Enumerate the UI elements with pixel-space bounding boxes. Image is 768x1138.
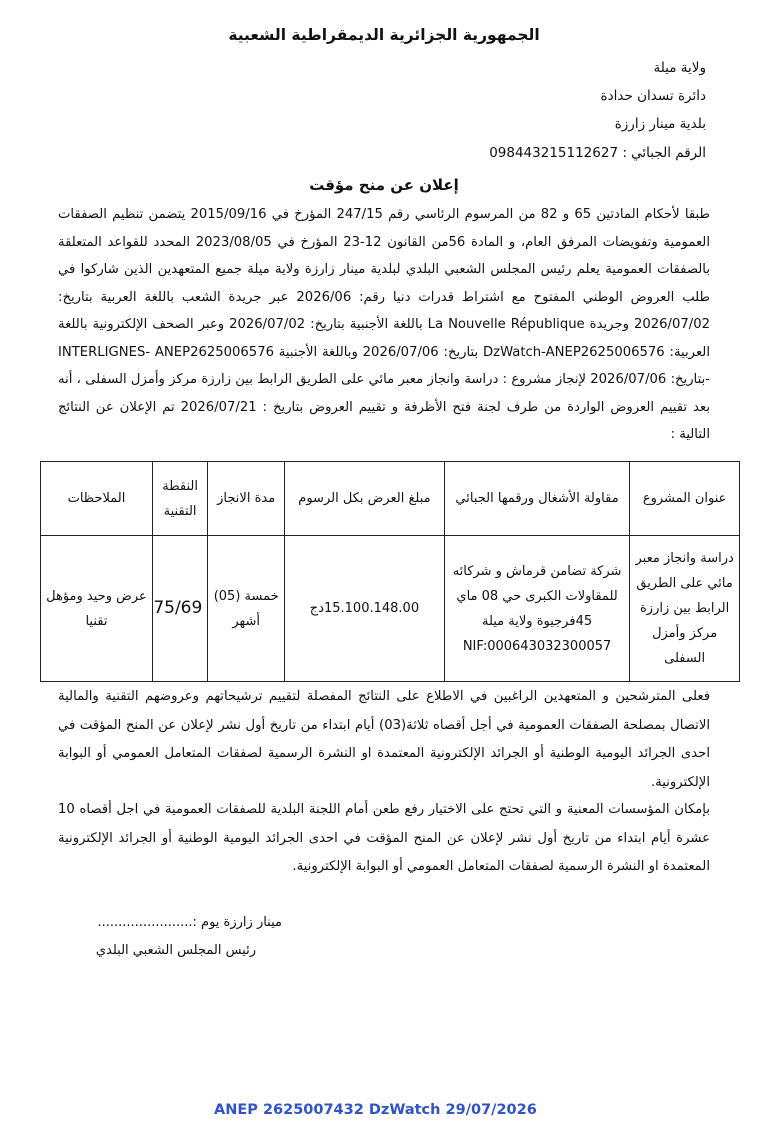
wilaya-line: ولاية ميلة (653, 60, 706, 76)
announcement-title: إعلان عن منح مؤقت (309, 176, 459, 194)
cell-notes: عرض وحيد ومؤهل تقنيا (41, 536, 153, 682)
commune-line: بلدية مينار زارزة (614, 116, 706, 132)
cell-duration: خمسة (05) أشهر (208, 536, 285, 682)
header-tech-score: النقطة التقنية (152, 462, 207, 536)
cell-project: دراسة وانجاز معبر مائي على الطريق الرابط بين زارزة مركز وأمزل السفلى (630, 536, 740, 682)
intro-paragraph: طبقا لأحكام المادتين 65 و 82 من المرسوم الرئاسي رقم 247/15 المؤرخ في 2015/09/16 يتضمن تنظيم الصفقات العمومية وتفويضات المرفق العام، و المادة 56من القانون 12-23 المؤرخ في 2023/08/05 المحدد للقواعد المتعلقة بالصفقات العمومية يعلم رئيس المجلس الشعبي البلدي لبلدية مينار زارزة ولاية ميلة جميع المتعهدين الذين شاركوا في طلب العروض الوطني المفتوح مع اشتراط قدرات دنيا رقم: 2026/06 عبر جريدة الشعب باللغة العربية بتاريخ: 2026/07/02 وجريدة La Nouvelle République باللغة الأجنبية بتاريخ: 2026/07/02 وعبر الصحف الإلكترونية باللغة العربية: DzWatch-ANEP2625006576 بتاريخ: 2026/07/06 وباللغة الأجنبية INTERLIGNES- ANEP2625006576 -بتاريخ: 2026/07/06 لإنجاز مشروع : دراسة وانجاز معبر مائي على الطريق الرابط بين زارزة مركز وأمزل السفلى ، أنه بعد تقييم العروض الواردة من طرف لجنة فتح الأظرفة و تقييم العروض بتاريخ : 2026/07/21 تم الإعلان عن النتائج التالية : (58, 207, 711, 442)
header-project: عنوان المشروع (630, 462, 740, 536)
table-header-row (41, 462, 740, 536)
daira-line: دائرة تسدان حدادة (600, 88, 706, 104)
cell-firm: شركة تضامن قرماش و شركائه للمقاولات الكبرى حي 08 ماي 45فرجيوة ولاية ميلة NIF:000643032300057 (444, 536, 629, 682)
signature-place-date: مينار زارزة يوم :....................... (97, 915, 282, 930)
header-firm: مقاولة الأشغال ورقمها الجبائي (444, 462, 629, 536)
header-amount: مبلغ العرض بكل الرسوم (285, 462, 445, 536)
cell-tech-score: 75/69 (152, 536, 207, 682)
signature-role: رئيس المجلس الشعبي البلدي (95, 943, 256, 958)
republic-heading: الجمهورية الجزائرية الديمقراطية الشعبية (228, 26, 540, 44)
results-table (40, 461, 740, 682)
table-row (41, 536, 740, 682)
fiscal-id-line: الرقم الجبائي : 098443215112627 (489, 145, 706, 161)
footer-reference: ANEP 2625007432 DzWatch 29/07/2026 (214, 1102, 537, 1118)
consultation-paragraph: فعلى المترشحين و المتعهدين الراغبين في الاطلاع على النتائج المفصلة لتقييم ترشيحاتهم وعروضهم التقنية والمالية الاتصال بمصلحة الصفقات العمومية في أجل أقصاه ثلاثة(03) أيام ابتداء من تاريخ أول نشر لإعلان عن المنح المؤقت في احدى الجرائد اليومية الوطنية أو الجرائد الإلكترونية المعتمدة او النشرة الرسمية لصفقات المتعامل العمومي أو البوابة الإلكترونية. (58, 689, 710, 790)
header-notes: الملاحظات (41, 462, 153, 536)
header-duration: مدة الانجاز (208, 462, 285, 536)
cell-amount: 15.100.148.00دج (285, 536, 445, 682)
appeal-paragraph: بإمكان المؤسسات المعنية و التي تحتج على الاختيار رفع طعن أمام اللجنة البلدية للصفقات العمومية في اجل أقصاه 10 عشرة أيام ابتداء من تاريخ أول نشر لإعلان عن المنح المؤقت في احدى الجرائد اليومية الوطنية أو الجرائد الإلكترونية المعتمدة او النشرة الرسمية لصفقات المتعامل العمومي أو البوابة الإلكترونية. (58, 802, 710, 874)
